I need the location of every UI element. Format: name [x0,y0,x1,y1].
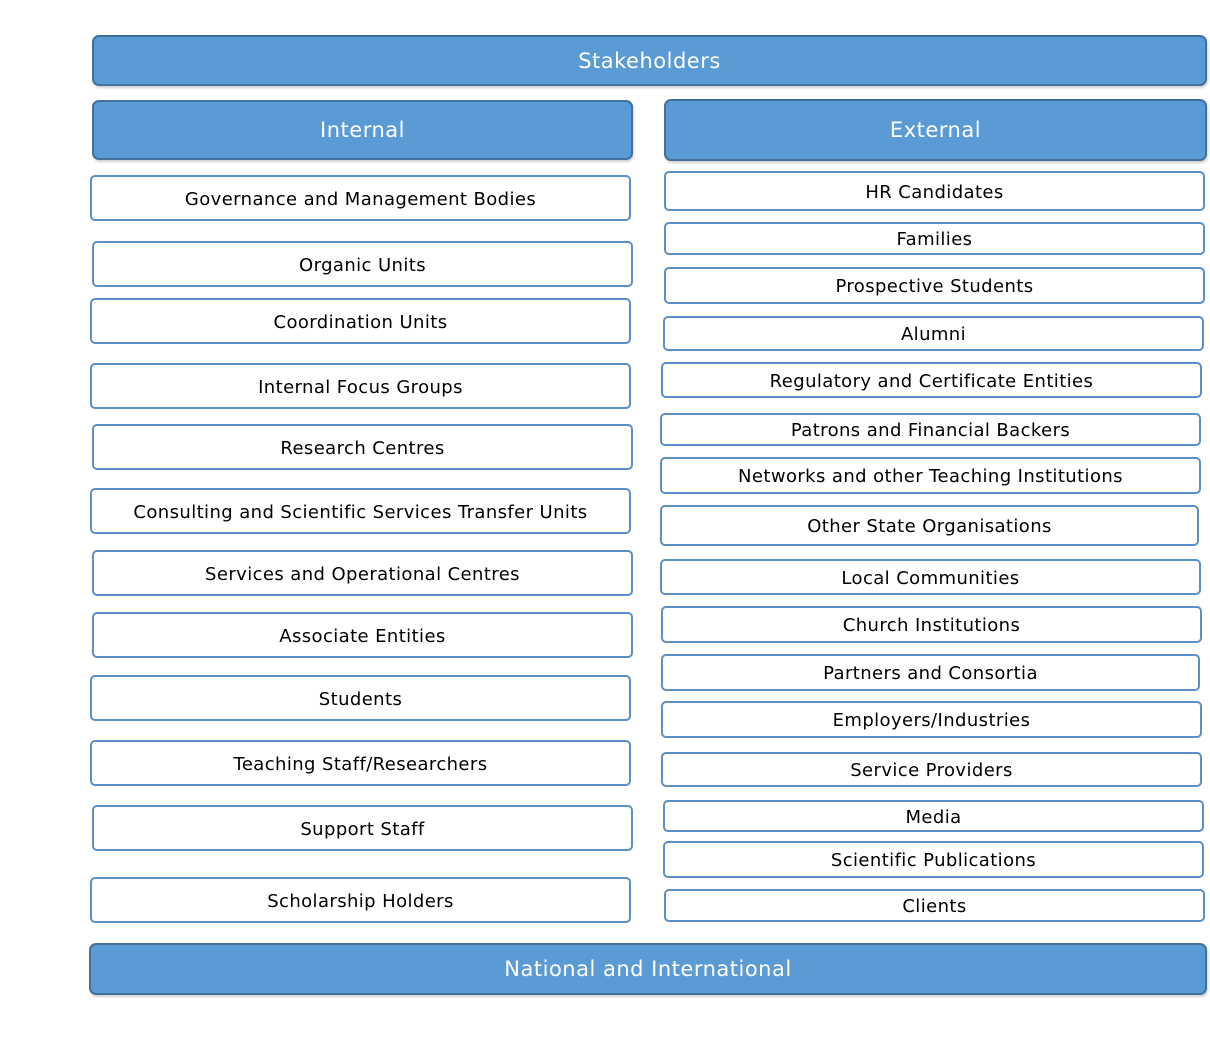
external-item-networks: Networks and other Teaching Institutions [660,457,1201,494]
external-item-hr-candidates: HR Candidates [664,171,1205,211]
internal-item-services-centres: Services and Operational Centres [92,550,633,596]
external-item-service-providers: Service Providers [661,752,1202,787]
internal-item-associate-entities: Associate Entities [92,612,633,658]
stakeholders-title-bar: Stakeholders [92,35,1207,86]
external-item-employers: Employers/Industries [661,701,1202,738]
internal-header: Internal [92,100,633,160]
internal-item-coordination-units: Coordination Units [90,298,631,344]
external-item-alumni: Alumni [663,316,1204,351]
external-item-regulatory: Regulatory and Certificate Entities [661,362,1202,398]
external-item-prospective-students: Prospective Students [664,267,1205,304]
external-item-church-institutions: Church Institutions [661,606,1202,643]
external-item-scientific-publications: Scientific Publications [663,841,1204,878]
internal-item-organic-units: Organic Units [92,241,633,287]
external-item-state-organisations: Other State Organisations [660,505,1199,546]
external-header: External [664,99,1207,161]
external-item-clients: Clients [664,889,1205,922]
national-international-bar: National and International [89,943,1207,995]
internal-item-consulting: Consulting and Scientific Services Transfer Units [90,488,631,534]
internal-item-scholarship-holders: Scholarship Holders [90,877,631,923]
external-item-media: Media [663,800,1204,832]
internal-item-focus-groups: Internal Focus Groups [90,363,631,409]
external-item-partners: Partners and Consortia [661,654,1200,691]
internal-item-governance: Governance and Management Bodies [90,175,631,221]
external-item-families: Families [664,222,1205,255]
internal-item-teaching-staff: Teaching Staff/Researchers [90,740,631,786]
internal-item-research-centres: Research Centres [92,424,633,470]
external-item-local-communities: Local Communities [660,559,1201,595]
internal-item-support-staff: Support Staff [92,805,633,851]
external-item-patrons: Patrons and Financial Backers [660,413,1201,446]
internal-item-students: Students [90,675,631,721]
